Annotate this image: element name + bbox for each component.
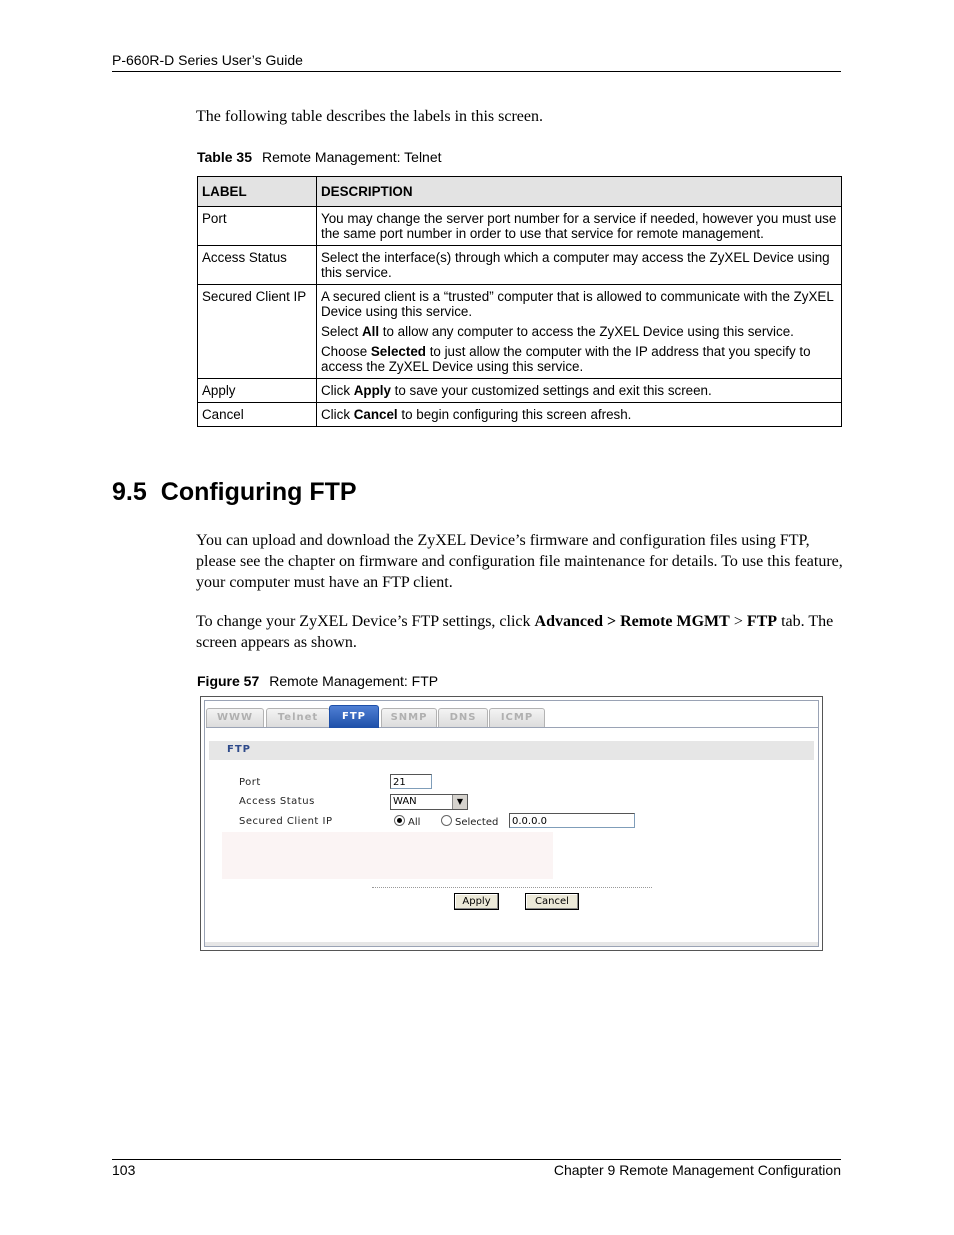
section-heading <box>112 478 357 507</box>
chevron-down-icon[interactable]: ▼ <box>452 795 467 809</box>
ftp-section-bar <box>209 741 814 760</box>
tab-www[interactable]: WWW <box>206 708 264 727</box>
tab-bar <box>206 705 818 728</box>
radio-all[interactable]: All <box>394 815 420 828</box>
table-row <box>198 285 842 379</box>
table-row <box>198 379 842 403</box>
table-header-row <box>198 177 842 207</box>
description-table <box>197 176 842 427</box>
table-row <box>198 207 842 246</box>
table-caption-number: Table 35 <box>197 149 252 165</box>
access-status-select[interactable] <box>390 794 468 810</box>
row-description: Click Apply to save your customized settings and exit this screen. <box>317 379 842 403</box>
row-description: Click Cancel to begin configuring this screen afresh. <box>317 403 842 427</box>
ftp-screenshot <box>200 696 823 951</box>
secured-client-ip-label: Secured Client IP <box>239 816 333 827</box>
figure-caption-number: Figure 57 <box>197 673 260 689</box>
tab-ftp[interactable]: FTP <box>329 705 379 728</box>
radio-selected-icon[interactable] <box>394 815 405 826</box>
row-description-line: Choose Selected to just allow the computer with the IP address that you specify to access the ZyXEL Device using this service. <box>321 344 811 374</box>
row-description-line: Select All to allow any computer to access the ZyXEL Device using this service. <box>321 324 794 339</box>
tab-snmp[interactable]: SNMP <box>381 708 437 727</box>
row-label: Cancel <box>198 403 317 427</box>
figure-caption <box>197 673 438 689</box>
table-caption-text: Remote Management: Telnet <box>262 149 442 165</box>
radio-unselected-icon[interactable] <box>441 815 452 826</box>
dotted-divider <box>372 887 652 888</box>
footer-rule <box>112 1159 841 1160</box>
secured-client-ip-input[interactable]: 0.0.0.0 <box>509 813 635 828</box>
cancel-button[interactable]: Cancel <box>525 893 579 910</box>
header-rule <box>112 71 841 72</box>
section-number: 9.5 <box>112 478 147 506</box>
intro-text: The following table describes the labels in this screen. <box>196 108 544 125</box>
table-row <box>198 246 842 285</box>
row-label: Apply <box>198 379 317 403</box>
table-row <box>198 403 842 427</box>
row-description <box>317 285 842 379</box>
row-description: Select the interface(s) through which a computer may access the ZyXEL Device using this service. <box>317 246 842 285</box>
section-paragraph: You can upload and download the ZyXEL Device’s firmware and configuration files using FTP, please see the chapter on firmware and configuration file maintenance for details. To use this feature, your computer must have an FTP client. <box>196 532 843 591</box>
access-status-label: Access Status <box>239 796 315 807</box>
row-label: Access Status <box>198 246 317 285</box>
port-label: Port <box>239 777 261 788</box>
access-status-value: WAN <box>393 796 417 807</box>
apply-button[interactable]: Apply <box>454 893 499 910</box>
row-label: Secured Client IP <box>198 285 317 379</box>
page-number: 103 <box>112 1162 136 1178</box>
row-description-line: A secured client is a “trusted” computer that is allowed to communicate with the ZyXEL Device using this service. <box>321 289 834 319</box>
ftp-panel <box>204 700 819 947</box>
row-label: Port <box>198 207 317 246</box>
running-header: P-660R-D Series User’s Guide <box>112 52 303 68</box>
tab-dns[interactable]: DNS <box>438 708 488 727</box>
port-input[interactable]: 21 <box>390 774 432 789</box>
tab-icmp[interactable]: ICMP <box>489 708 545 727</box>
radio-selected[interactable]: Selected <box>441 815 498 828</box>
table-caption <box>197 149 442 165</box>
panel-bottom-band <box>205 942 818 946</box>
col-description-header: DESCRIPTION <box>317 177 842 207</box>
col-label-header: LABEL <box>198 177 317 207</box>
figure-caption-text: Remote Management: FTP <box>269 673 439 689</box>
ftp-section-title: FTP <box>227 744 251 755</box>
chapter-title: Chapter 9 Remote Management Configuration <box>553 1162 841 1178</box>
tab-telnet[interactable]: Telnet <box>266 708 330 727</box>
section-title: Configuring FTP <box>160 478 357 506</box>
row-description: You may change the server port number for a service if needed, however you must use the same port number in order to use that service for remote management. <box>317 207 842 246</box>
section-paragraph-instructions: To change your ZyXEL Device’s FTP settings, click Advanced > Remote MGMT > FTP tab. The screen appears as shown. <box>196 613 834 651</box>
blank-area <box>222 832 553 879</box>
